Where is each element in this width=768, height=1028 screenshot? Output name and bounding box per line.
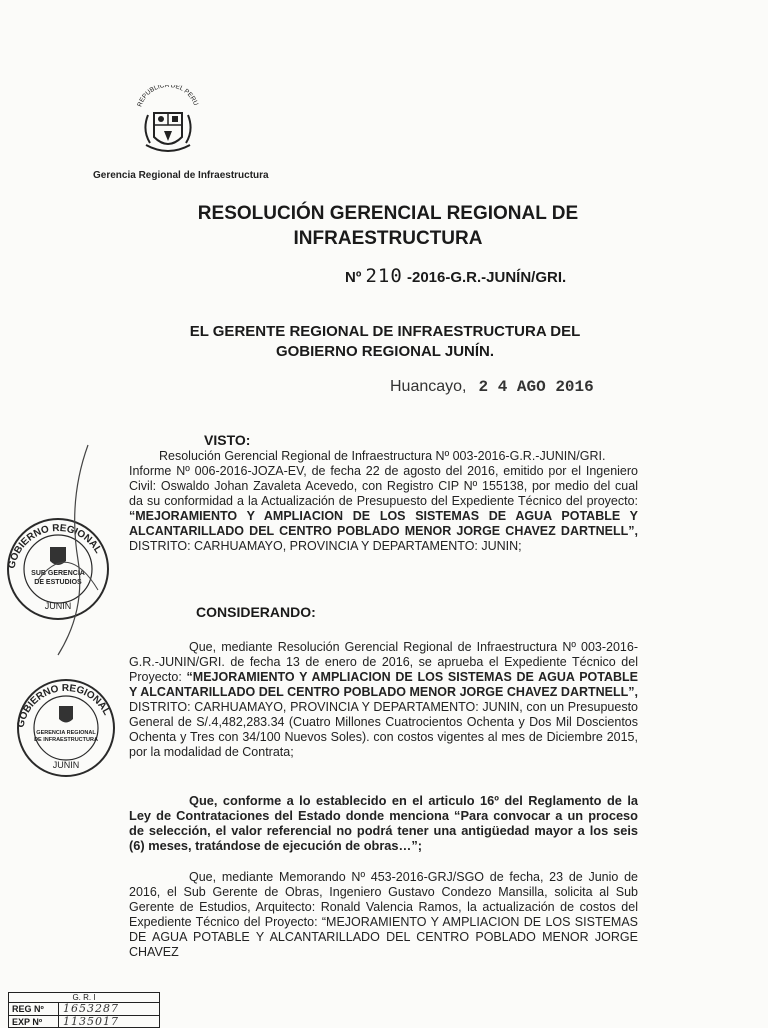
considerando-heading: CONSIDERANDO: (196, 604, 316, 620)
issuer-line-1: EL GERENTE REGIONAL DE INFRAESTRUCTURA DEL (189, 323, 581, 340)
registration-box-header: G. R. I (9, 993, 159, 1003)
resolution-handwritten-number: 210 (365, 265, 403, 287)
issuer-heading (145, 322, 625, 362)
visto-p2-text: Informe Nº 006-2016-JOZA-EV, de fecha 22 de agosto del 2016, emitido por el Ingeniero Civil: Oswaldo Johan Zavaleta Acevedo, con Registro CIP Nº 155138, por medio del cual da su conformidad a la Actualización de Presupuesto del Expediente Técnico del proyecto: (129, 464, 638, 508)
title-line-1: RESOLUCIÓN GERENCIAL REGIONAL DE (197, 203, 579, 224)
considerando-p1-details: DISTRITO: CARHUAMAYO, PROVINCIA Y DEPARTAMENTO: JUNIN, con un Presupuesto General de S/.4,482,283.34 (Cuatro Millones Cuatrocientos Ochenta y Dos Mil Doscientos Ochenta y Tres con 34/100 Nuevos Soles). con costos vigentes al mes de Diciembre 2015, por la modalidad de Contrata; (129, 700, 638, 759)
svg-text:JUNIN: JUNIN (44, 601, 72, 611)
title-line-2: INFRAESTRUCTURA (293, 228, 483, 249)
considerando-paragraph-1 (129, 640, 638, 760)
exp-value: 1135017 (63, 1015, 119, 1028)
visto-paragraph-2 (129, 464, 638, 554)
visto-p2-project: “MEJORAMIENTO Y AMPLIACION DE LOS SISTEMAS DE AGUA POTABLE Y ALCANTARILLADO DEL CENTRO POBLADO MENOR JORGE CHAVEZ DARTNELL”, (129, 509, 638, 538)
considerando-p1-project: “MEJORAMIENTO Y AMPLIACION DE LOS SISTEMAS DE AGUA POTABLE Y ALCANTARILLADO DEL CENTRO POBLADO MENOR JORGE CHAVEZ DARTNELL”, (129, 670, 638, 699)
considerando-paragraph-3: Que, mediante Memorando Nº 453-2016-GRJ/SGO de fecha, 23 de Junio de 2016, el Sub Gerente de Obras, Ingeniero Gustavo Condezo Mansilla, solicita al Sub Gerente de Estudios, Arquitecto: Ronald Valencia Ramos, la actualización de costos del Expediente Técnico del Proyecto: “MEJORAMIENTO Y AMPLIACION DE LOS SISTEMAS DE AGUA POTABLE Y ALCANTARILLADO DEL CENTRO POBLADO MENOR JORGE CHAVEZ (129, 870, 638, 959)
considerando-paragraph-2: Que, conforme a lo establecido en el articulo 16º del Reglamento de la Ley de Contrataciones del Estado donde menciona “Para convocar a un proceso de selección, el valor referencial no podrá tener una antigüedad mayor a los seis (6) meses, tratándose de ejecución de obras…”; (129, 793, 638, 853)
svg-text:DE INFRAESTRUCTURA: DE INFRAESTRUCTURA (34, 737, 98, 743)
stamp-gerencia-infraestructura (14, 676, 118, 780)
coat-of-arms-logo (128, 85, 208, 165)
svg-text:JUNIN: JUNIN (52, 760, 80, 770)
svg-text:SUB GERENCIA: SUB GERENCIA (31, 570, 85, 577)
reg-label: REG Nº (9, 1003, 59, 1015)
issuer-line-2: GOBIERNO REGIONAL JUNÍN. (275, 343, 495, 360)
svg-text:GOBIERNO REGIONAL: GOBIERNO REGIONAL (15, 682, 113, 729)
place-date (390, 378, 594, 396)
registration-box (8, 992, 160, 1028)
visto-section (129, 449, 638, 554)
reg-value: 1653287 (63, 1002, 119, 1015)
signature-mark (28, 440, 108, 660)
place: Huancayo, (390, 378, 467, 395)
resolution-number (345, 265, 566, 287)
svg-text:GOBIERNO REGIONAL: GOBIERNO REGIONAL (6, 522, 104, 570)
svg-text:DE ESTUDIOS: DE ESTUDIOS (34, 579, 82, 586)
date-stamp: 2 4 AGO 2016 (478, 378, 594, 396)
document-title (148, 201, 628, 251)
visto-p2-location: DISTRITO: CARHUAMAYO, PROVINCIA Y DEPARTAMENTO: JUNIN; (129, 539, 522, 553)
office-name: Gerencia Regional de Infraestructura (93, 170, 269, 181)
exp-label: EXP Nº (9, 1016, 59, 1028)
svg-text:REPUBLICA DEL PERU: REPUBLICA DEL PERU (136, 85, 200, 108)
svg-text:GERENCIA REGIONAL: GERENCIA REGIONAL (36, 730, 96, 736)
considerando-p1-text: Que, mediante Resolución Gerencial Regional de Infraestructura Nº 003-2016-G.R.-JUNIN/GRI. de fecha 13 de enero de 2016, se aprueba el Expediente Técnico del Proyecto: (129, 640, 638, 684)
resolution-prefix: Nº (345, 269, 362, 286)
visto-heading: VISTO: (204, 432, 251, 448)
visto-paragraph-1: Resolución Gerencial Regional de Infraestructura Nº 003-2016-G.R.-JUNIN/GRI. (159, 449, 606, 463)
resolution-suffix: -2016-G.R.-JUNÍN/GRI. (406, 269, 567, 286)
